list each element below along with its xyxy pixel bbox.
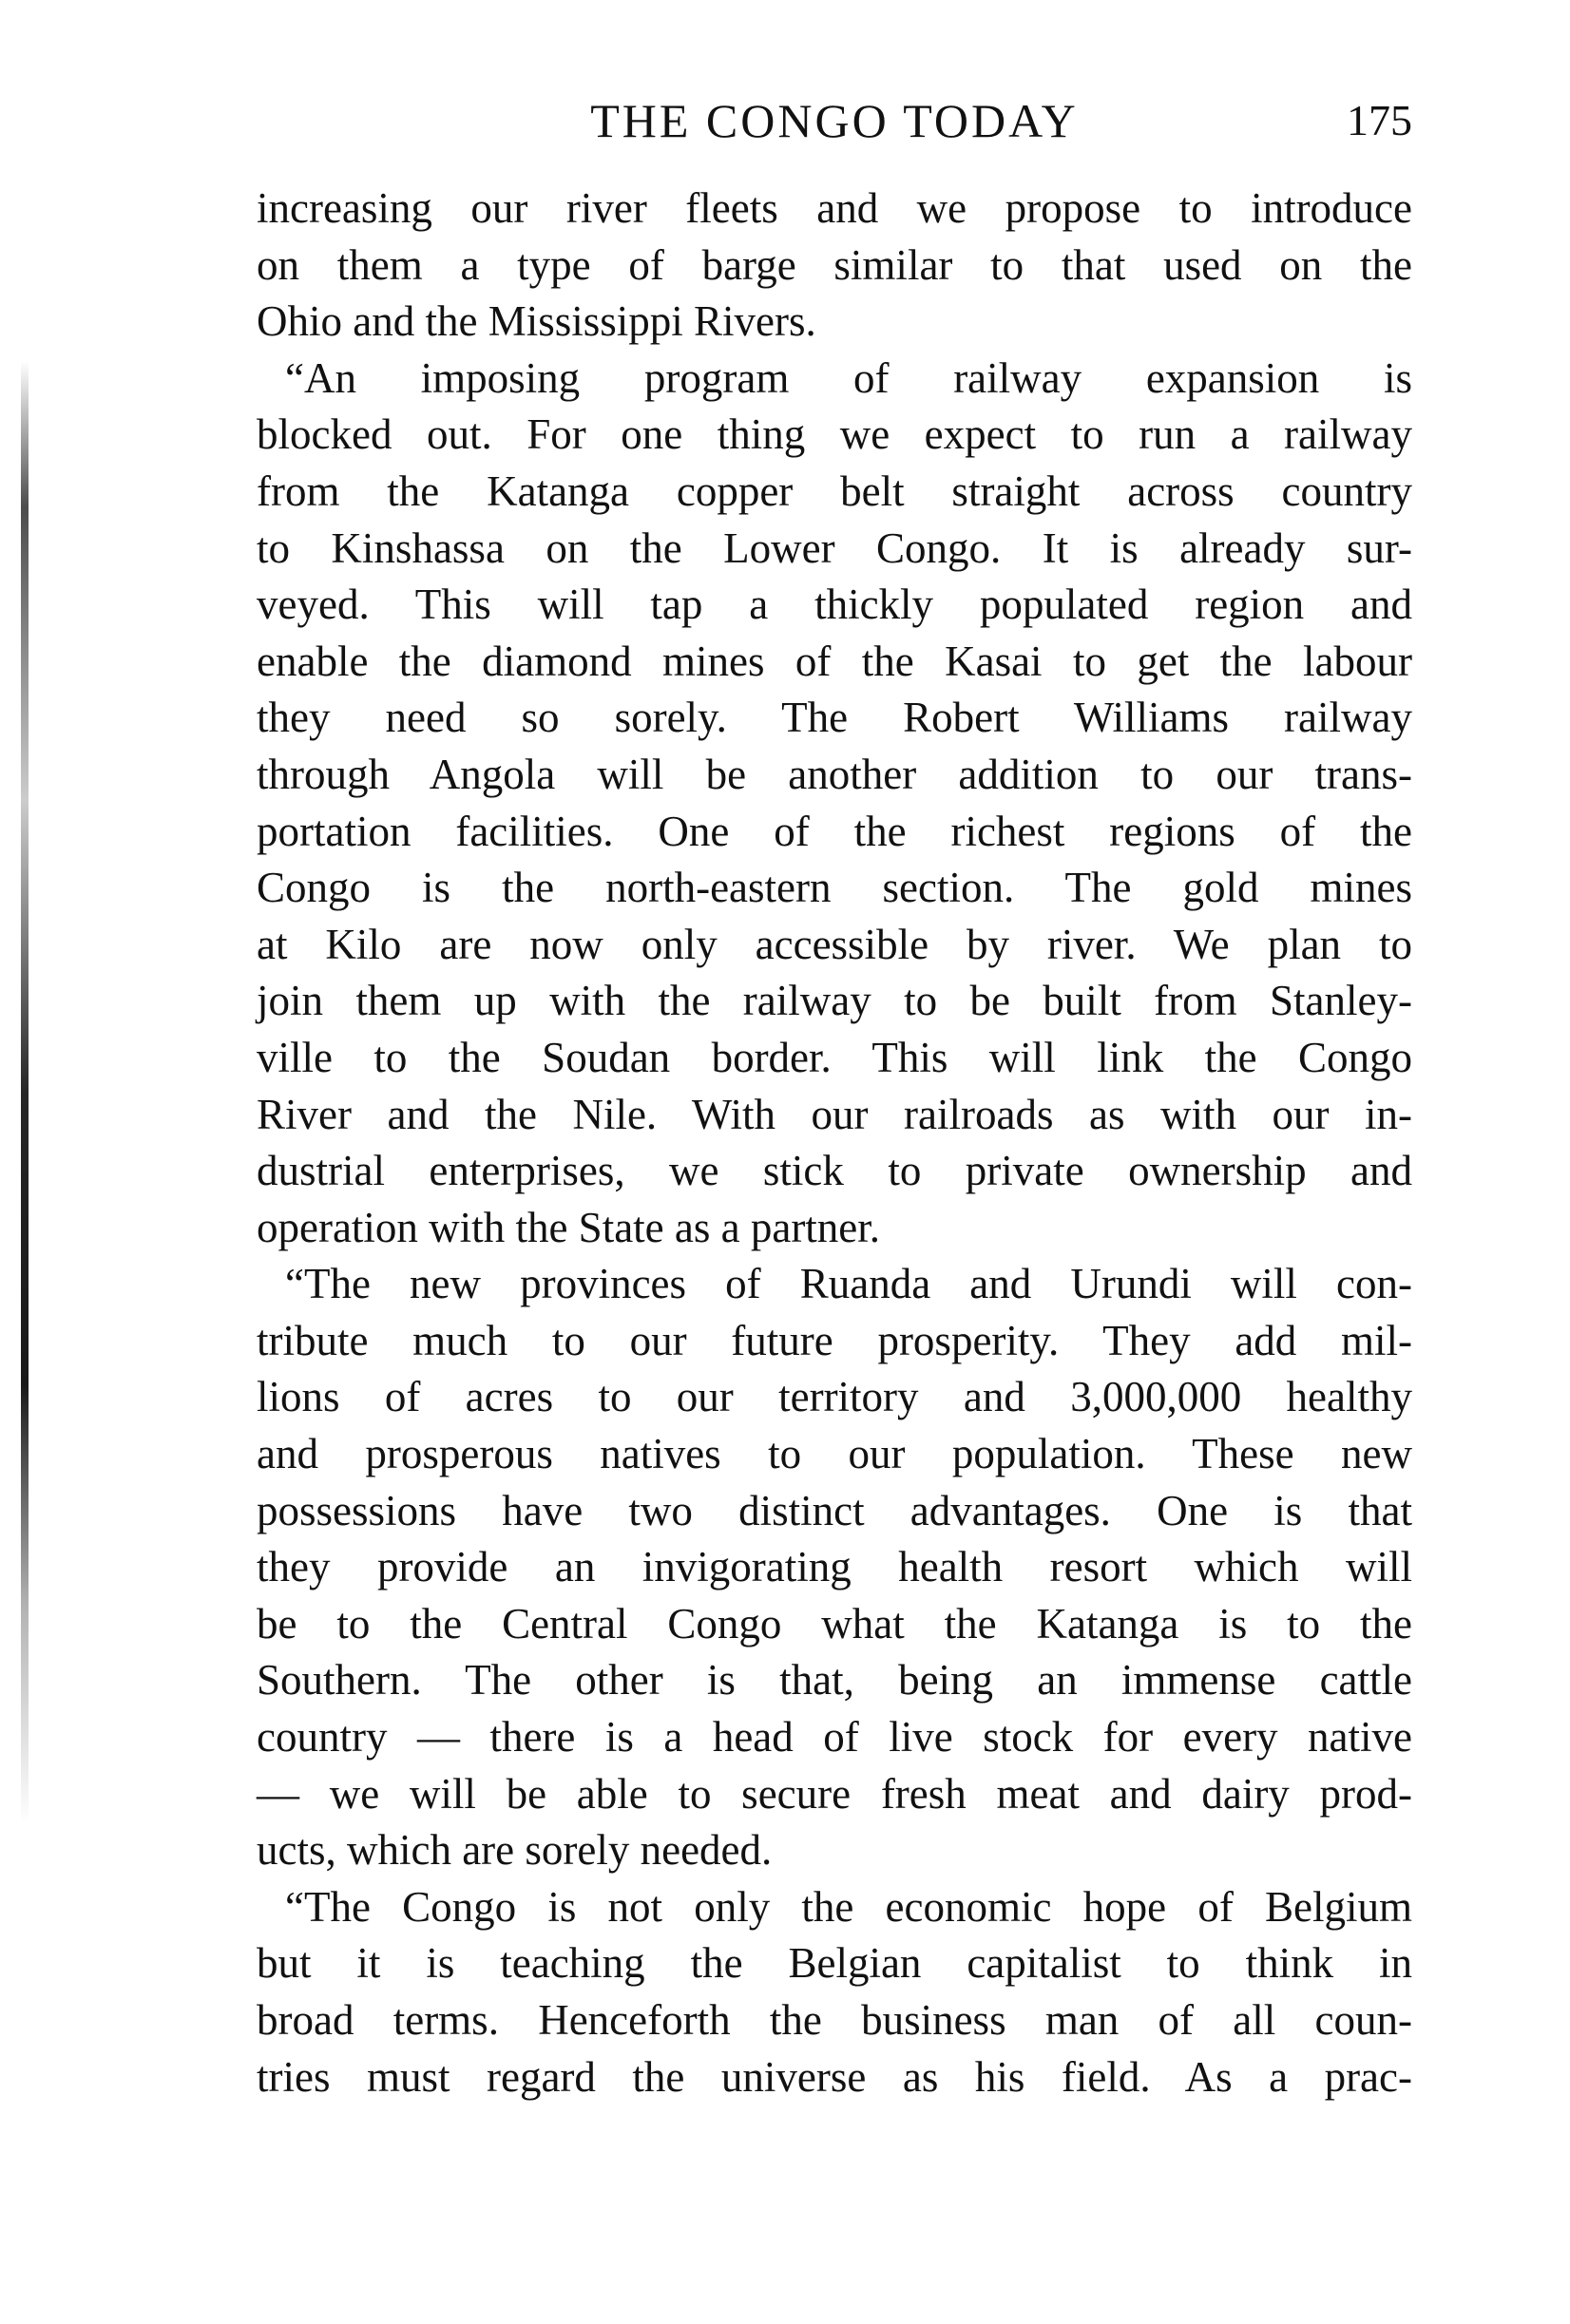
text-line: they provide an invigorating health resort which will: [257, 1543, 1412, 1591]
text-line: join them up with the railway to be built from Stanley-: [257, 977, 1412, 1025]
text-line: tribute much to our future prosperity. They add mil-: [257, 1316, 1412, 1364]
text-line: portation facilities. One of the richest regions of the: [257, 807, 1412, 855]
text-line: Ohio and the Mississippi Rivers.: [257, 297, 816, 346]
text-line: enable the diamond mines of the Kasai to get the labour: [257, 637, 1412, 685]
binding-edge-shadow: [21, 361, 29, 1824]
text-line: increasing our river fleets and we propose to introduce: [257, 184, 1412, 232]
text-line: tries must regard the universe as his field. As a prac-: [257, 2052, 1412, 2101]
text-line: veyed. This will tap a thickly populated region and: [257, 581, 1412, 629]
running-head: [257, 87, 1412, 154]
body-text: [257, 181, 1412, 2105]
text-line: but it is teaching the Belgian capitalist to think in: [257, 1939, 1412, 1988]
text-line: Southern. The other is that, being an immense cattle: [257, 1656, 1412, 1705]
text-line: ville to the Soudan border. This will link the Congo: [257, 1033, 1412, 1081]
text-line: River and the Nile. With our railroads as with our in-: [257, 1090, 1412, 1138]
text-line: possessions have two distinct advantages. One is that: [257, 1486, 1412, 1534]
running-title: THE CONGO TODAY: [590, 94, 1079, 147]
text-line: blocked out. For one thing we expect to run a railway: [257, 410, 1412, 459]
text-line: broad terms. Henceforth the business man of all coun-: [257, 1996, 1412, 2044]
text-line: “The Congo is not only the economic hope of Belgium: [285, 1882, 1412, 1931]
text-line: and prosperous natives to our population. These new: [257, 1430, 1412, 1478]
page-number: 175: [1347, 96, 1412, 144]
text-line: “An imposing program of railway expansion is: [285, 353, 1412, 402]
text-line: “The new provinces of Ruanda and Urundi will con-: [285, 1260, 1412, 1308]
text-line: — we will be able to secure fresh meat and dairy prod-: [257, 1769, 1412, 1818]
text-line: lions of acres to our territory and 3,000,000 healthy: [257, 1373, 1412, 1421]
text-line: they need so sorely. The Robert Williams railway: [257, 694, 1412, 742]
text-line: ucts, which are sorely needed.: [257, 1826, 773, 1875]
text-line: through Angola will be another addition to our trans-: [257, 750, 1412, 798]
text-line: on them a type of barge similar to that used on the: [257, 240, 1412, 289]
text-line: country — there is a head of live stock for every native: [257, 1713, 1412, 1762]
text-line: from the Katanga copper belt straight across country: [257, 467, 1412, 515]
text-line: Congo is the north-eastern section. The gold mines: [257, 864, 1412, 912]
text-line: to Kinshassa on the Lower Congo. It is already sur-: [257, 524, 1412, 572]
text-line: be to the Central Congo what the Katanga is to the: [257, 1599, 1412, 1648]
text-line: dustrial enterprises, we stick to private ownership and: [257, 1147, 1412, 1195]
text-line: at Kilo are now only accessible by river. We plan to: [257, 920, 1412, 968]
text-line: operation with the State as a partner.: [257, 1203, 881, 1251]
